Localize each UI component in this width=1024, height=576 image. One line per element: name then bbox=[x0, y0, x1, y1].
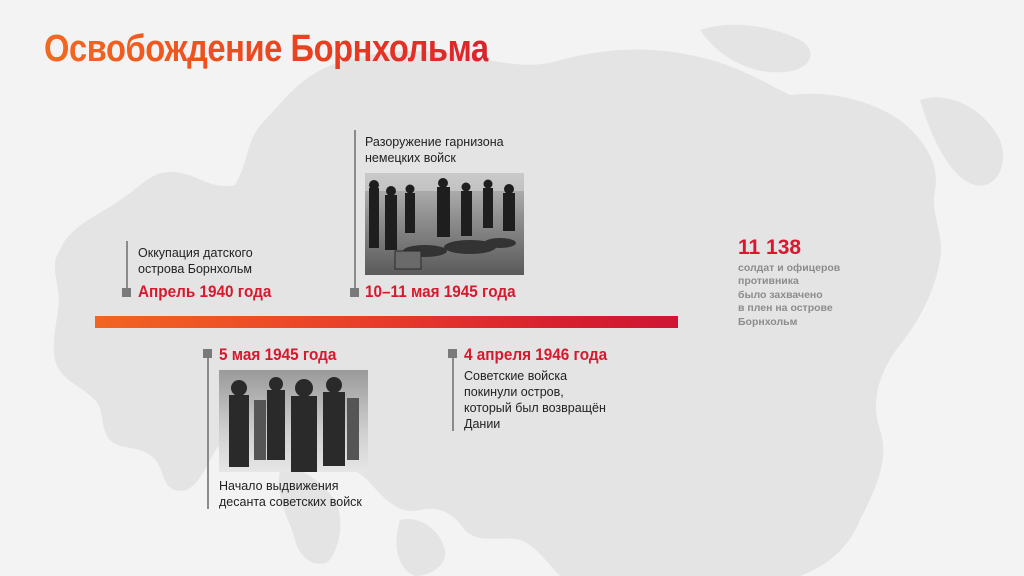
event-marker bbox=[122, 288, 131, 297]
event-caption: Разоружение гарнизона немецких войск bbox=[365, 135, 504, 165]
prisoners-description: солдат и офицеров противника было захвачено в плен на острове Борнхольм bbox=[738, 262, 841, 328]
event-connector-line bbox=[126, 241, 128, 289]
timeline-bar bbox=[95, 316, 678, 328]
event-date: 10–11 мая 1945 года bbox=[365, 282, 516, 301]
event-caption: Советские войска покинули остров, который был возвращён Дании bbox=[464, 369, 606, 431]
event-marker bbox=[203, 349, 212, 358]
event-connector-line bbox=[354, 130, 356, 289]
event-date: 5 мая 1945 года bbox=[219, 345, 337, 364]
prisoners-count: 11 138 bbox=[738, 236, 802, 259]
event-connector-line bbox=[452, 353, 454, 431]
event-date: 4 апреля 1946 года bbox=[464, 345, 608, 364]
event-caption: Оккупация датского острова Борнхольм bbox=[138, 246, 253, 276]
historical-photo-disarmament bbox=[365, 173, 524, 275]
event-date: Апрель 1940 года bbox=[138, 282, 272, 301]
historical-photo-landing bbox=[219, 370, 368, 472]
event-caption: Начало выдвижения десанта советских войск bbox=[219, 479, 362, 509]
event-marker bbox=[350, 288, 359, 297]
event-marker bbox=[448, 349, 457, 358]
page-title: Освобождение Борнхольма bbox=[44, 28, 489, 70]
event-connector-line bbox=[207, 353, 209, 509]
